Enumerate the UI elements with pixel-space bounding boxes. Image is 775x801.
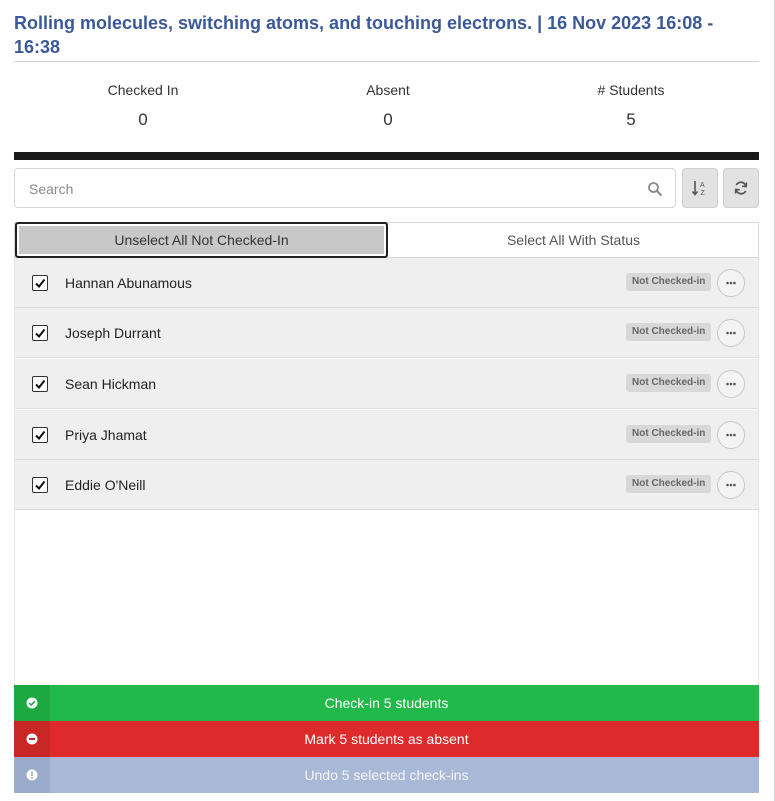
list-item[interactable] bbox=[15, 258, 758, 308]
list-item[interactable] bbox=[15, 460, 758, 510]
list-item[interactable] bbox=[15, 308, 758, 358]
ellipsis-icon bbox=[725, 281, 737, 285]
check-in-button[interactable] bbox=[14, 685, 759, 721]
status-badge: Not Checked-in bbox=[626, 323, 711, 341]
student-name: Hannan Abunamous bbox=[65, 275, 192, 291]
student-checkbox[interactable] bbox=[32, 427, 48, 443]
list-item[interactable] bbox=[15, 359, 758, 409]
checkmark-icon bbox=[34, 277, 46, 289]
selection-tabs bbox=[14, 222, 759, 258]
mark-absent-button[interactable] bbox=[14, 721, 759, 757]
ellipsis-icon bbox=[725, 331, 737, 335]
divider bbox=[14, 61, 759, 62]
refresh-icon bbox=[733, 180, 749, 196]
more-options-button[interactable] bbox=[717, 421, 745, 449]
check-in-label: Check-in 5 students bbox=[324, 695, 449, 711]
student-name: Sean Hickman bbox=[65, 376, 157, 392]
svg-text:Z: Z bbox=[700, 190, 705, 197]
tab-select-all-with-status[interactable]: Select All With Status bbox=[506, 232, 641, 248]
student-checkbox[interactable] bbox=[32, 325, 48, 341]
ellipsis-icon bbox=[725, 433, 737, 437]
checkmark-icon bbox=[34, 378, 46, 390]
ellipsis-icon bbox=[725, 483, 737, 487]
more-options-button[interactable] bbox=[717, 319, 745, 347]
tab-unselect-all-not-checked-in[interactable]: Unselect All Not Checked-In bbox=[15, 222, 388, 258]
stat-label: Absent bbox=[366, 82, 410, 98]
check-circle-icon bbox=[14, 685, 50, 721]
checkmark-icon bbox=[34, 429, 46, 441]
status-badge: Not Checked-in bbox=[626, 273, 711, 291]
student-name: Priya Jhamat bbox=[65, 427, 147, 443]
status-badge: Not Checked-in bbox=[626, 475, 711, 493]
session-title: Rolling molecules, switching atoms, and touching electrons. | 16 Nov 2023 16:08 - 16:38 bbox=[14, 13, 714, 57]
search-field[interactable] bbox=[14, 168, 676, 208]
student-checkbox[interactable] bbox=[32, 376, 48, 392]
student-name: Eddie O'Neill bbox=[65, 477, 146, 493]
exclamation-circle-icon bbox=[14, 757, 50, 793]
sort-button[interactable] bbox=[682, 168, 718, 208]
undo-check-ins-label: Undo 5 selected check-ins bbox=[304, 767, 469, 783]
student-name: Joseph Durrant bbox=[65, 325, 161, 341]
more-options-button[interactable] bbox=[717, 471, 745, 499]
student-checkbox[interactable] bbox=[32, 275, 48, 291]
search-icon bbox=[647, 181, 663, 197]
stat-absent bbox=[288, 82, 488, 130]
more-options-button[interactable] bbox=[717, 370, 745, 398]
student-checkbox[interactable] bbox=[32, 477, 48, 493]
search-input[interactable] bbox=[29, 179, 629, 199]
checkmark-icon bbox=[34, 479, 46, 491]
stats-summary bbox=[14, 82, 759, 132]
minus-circle-icon bbox=[14, 721, 50, 757]
svg-text:A: A bbox=[700, 182, 705, 189]
checkmark-icon bbox=[34, 327, 46, 339]
sort-alpha-icon bbox=[691, 179, 709, 197]
more-options-button[interactable] bbox=[717, 269, 745, 297]
undo-check-ins-button[interactable] bbox=[14, 757, 759, 793]
section-separator bbox=[14, 152, 759, 160]
stat-checked-in bbox=[43, 82, 243, 130]
refresh-button[interactable] bbox=[723, 168, 759, 208]
stat-label: # Students bbox=[597, 82, 665, 98]
student-list bbox=[14, 258, 759, 685]
stat-value: 5 bbox=[626, 110, 636, 129]
status-badge: Not Checked-in bbox=[626, 374, 711, 392]
stat-value: 0 bbox=[383, 110, 393, 129]
mark-absent-label: Mark 5 students as absent bbox=[304, 731, 469, 747]
stat-value: 0 bbox=[138, 110, 148, 129]
status-badge: Not Checked-in bbox=[626, 425, 711, 443]
list-item[interactable] bbox=[15, 410, 758, 460]
stat-students bbox=[531, 82, 731, 130]
stat-label: Checked In bbox=[107, 82, 179, 98]
ellipsis-icon bbox=[725, 382, 737, 386]
